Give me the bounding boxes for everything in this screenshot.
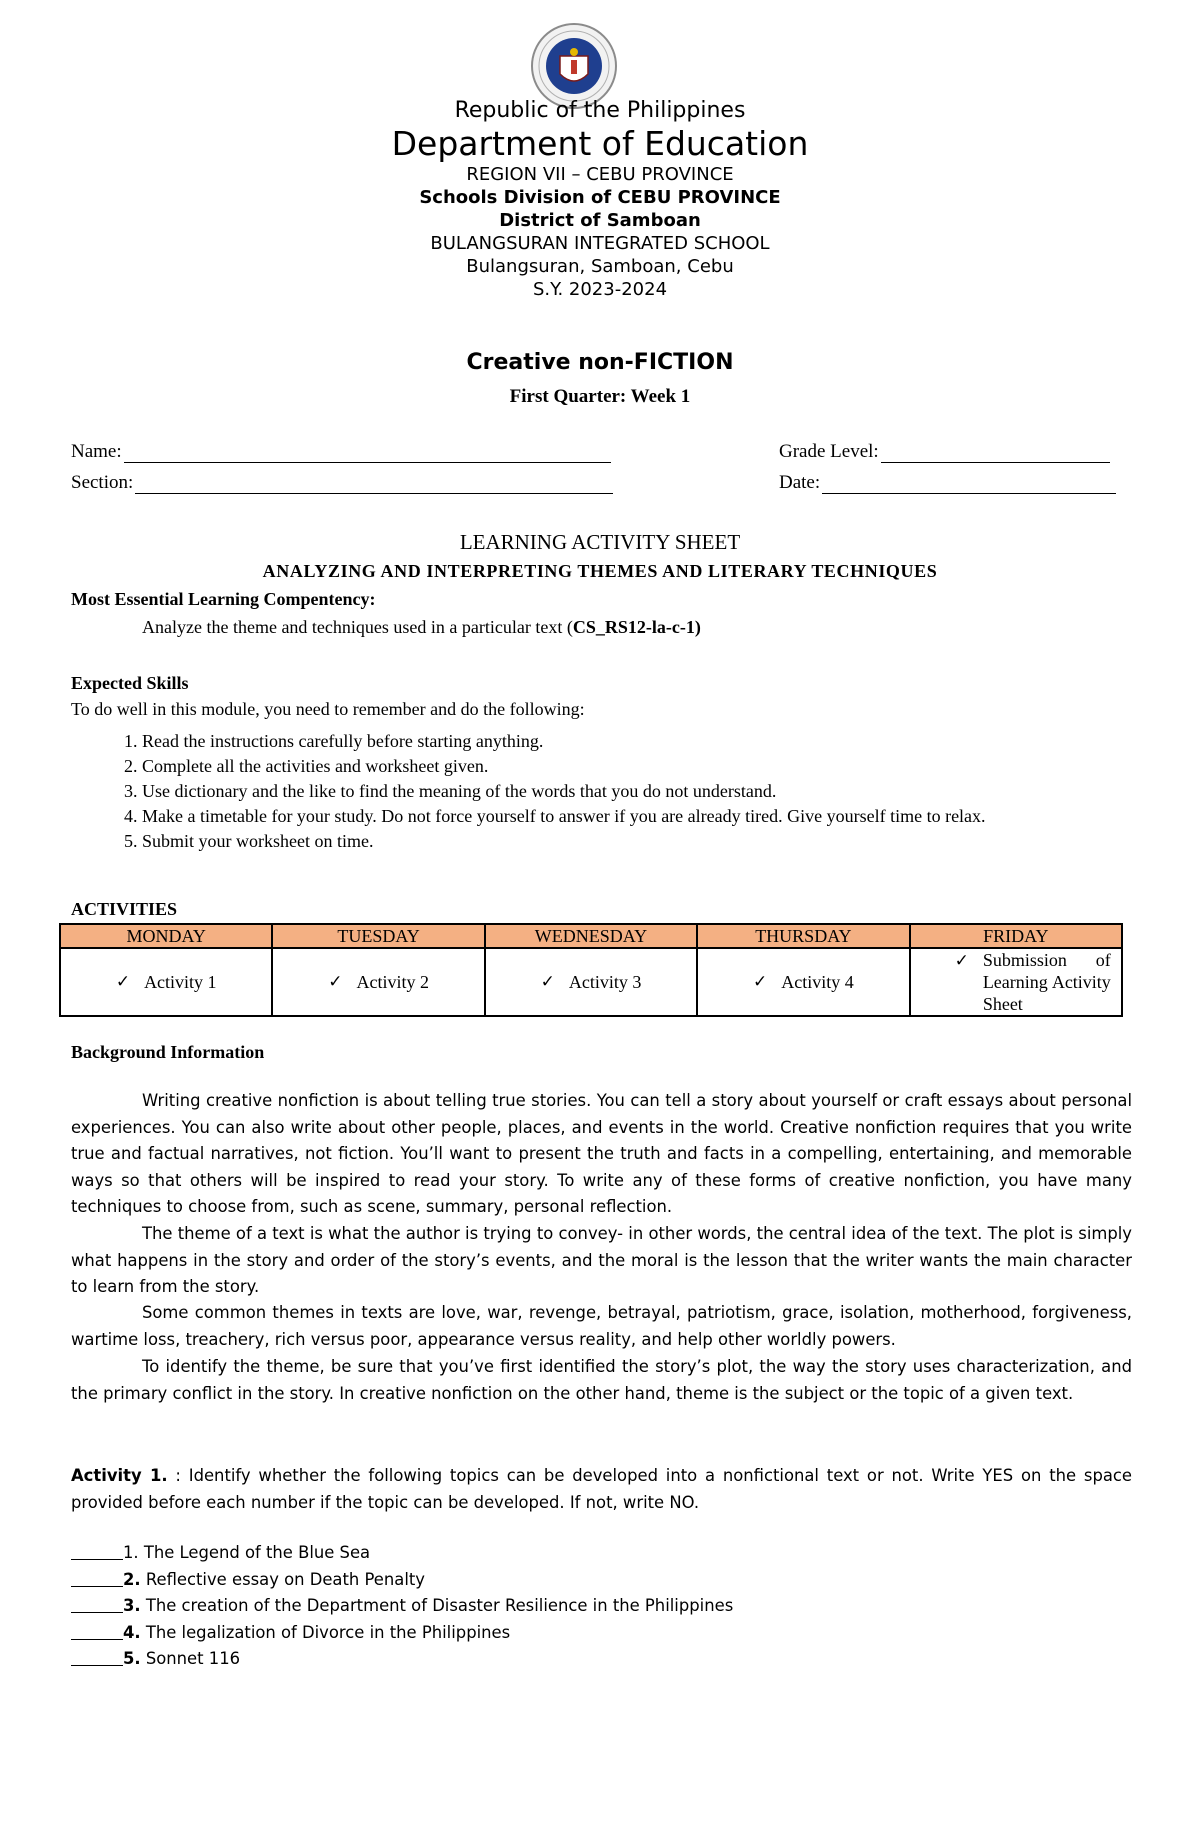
item-text: The Legend of the Blue Sea [138,1543,371,1562]
day-thursday: THURSDAY [697,924,909,948]
section-field[interactable] [71,472,613,494]
day-tuesday: TUESDAY [272,924,484,948]
melc-code: CS_RS12-la-c-1) [572,617,701,637]
check-icon: ✓ [328,972,343,991]
subject-title: Creative non-FICTION [466,350,734,375]
background-heading: Background Information [71,1042,265,1062]
skills-list [71,729,1131,854]
date-field[interactable] [779,472,1116,494]
deped-seal-logo [530,22,618,110]
activity1-instructions [71,1463,1132,1516]
friday-cell [910,948,1122,1016]
activity1-item [71,1593,733,1620]
sheet-title: LEARNING ACTIVITY SHEET [459,530,741,554]
skill-item: 3. Use dictionary and the like to find the meaning of the words that you do not understand. [142,779,1131,804]
name-field[interactable] [71,441,611,463]
tuesday-cell [272,948,484,1016]
task-label: Submission of Learning Activity Sheet [982,950,1111,1014]
activity1-item [71,1646,733,1673]
name-blank[interactable] [124,444,611,463]
skill-item: 4. Make a timetable for your study. Do not force yourself to answer if you are already tired. Give yourself time to relax. [142,804,1131,829]
item-number: 3. [123,1596,141,1615]
background-paragraph: Some common themes in texts are love, war, revenge, betrayal, patriotism, grace, isolation, motherhood, forgiveness, wartime loss, treachery, rich versus poor, appearance versus reality, and help other worldly powers. [71,1303,1132,1349]
day-wednesday: WEDNESDAY [485,924,697,948]
check-icon: ✓ [954,951,969,970]
task-label: Activity 2 [356,971,429,992]
activities-schedule-table [59,923,1123,1017]
task-label: Activity 4 [781,971,854,992]
item-text: The legalization of Divorce in the Philippines [140,1622,511,1642]
check-icon: ✓ [115,972,131,991]
date-label: Date: [779,472,821,493]
task-label: Activity 3 [568,971,642,992]
day-friday: FRIDAY [910,924,1122,948]
skill-item: 2. Complete all the activities and worksheet given. [142,754,1131,779]
quarter-label: First Quarter: Week 1 [509,386,691,407]
skills-heading: Expected Skills [71,673,189,693]
skill-item: 5. Submit your worksheet on time. [142,829,1131,854]
background-paragraph: The theme of a text is what the author is trying to convey- in other words, the central idea of the text. The plot is simply what happens in the story and order of the story’s events, and the moral is the lesson that the writer wants the main character to learn from the story. [71,1224,1132,1296]
monday-cell [60,948,272,1016]
item-text: Reflective essay on Death Penalty [140,1569,425,1589]
check-icon: ✓ [540,972,555,991]
section-label: Section: [71,472,134,493]
name-label: Name: [71,441,122,462]
skills-intro: To do well in this module, you need to remember and do the following: [71,699,585,719]
activity1-item [71,1620,733,1647]
grade-level-label: Grade Level: [779,441,879,462]
answer-blank[interactable] [71,1542,123,1560]
thursday-cell [697,948,909,1016]
grade-level-blank[interactable] [881,444,1110,463]
grade-level-field[interactable] [779,441,1110,463]
check-icon: ✓ [752,972,768,991]
answer-blank[interactable] [71,1622,123,1640]
school-line: BULANGSURAN INTEGRATED SCHOOL [430,233,770,254]
answer-blank[interactable] [71,1648,123,1666]
item-text: Sonnet 116 [140,1649,241,1668]
task-label: Activity 1 [144,971,217,992]
activity1-label: Activity 1. [71,1466,168,1485]
wednesday-cell [485,948,697,1016]
item-number: 4. [123,1622,141,1642]
section-blank[interactable] [135,475,613,494]
school-year-line: S.Y. 2023-2024 [532,279,668,300]
background-paragraph: To identify the theme, be sure that you’ve first identified the story’s plot, the way the story uses characterization, and the primary conflict in the story. In creative nonfiction on the other hand, theme is the subject or the topic of a given text. [71,1357,1132,1403]
activity1-item [71,1567,733,1594]
activities-heading: ACTIVITIES [71,899,178,919]
answer-blank[interactable] [71,1569,123,1587]
item-number: 1. [123,1543,139,1562]
division-line: Schools Division of CEBU PROVINCE [419,187,781,208]
item-number: 2. [123,1569,141,1589]
schedule-task-row [60,948,1122,1016]
activity1-item [71,1540,733,1567]
district-line: District of Samboan [499,210,701,231]
date-blank[interactable] [822,475,1116,494]
department-line: Department of Education [391,124,809,163]
republic-line: Republic of the Philippines [454,98,746,123]
skill-item: 1. Read the instructions carefully before starting anything. [142,729,1131,754]
schedule-header-row [60,924,1122,948]
region-line: REGION VII – CEBU PROVINCE [466,164,734,185]
item-number: 5. [123,1649,141,1668]
day-monday: MONDAY [60,924,272,948]
answer-blank[interactable] [71,1595,123,1613]
melc-text: Analyze the theme and techniques used in a particular text ( [142,617,573,637]
melc-heading: Most Essential Learning Compentency: [71,589,376,609]
activity1-items [71,1540,733,1673]
melc-statement [142,617,701,638]
sheet-subtitle: ANALYZING AND INTERPRETING THEMES AND LITERARY TECHNIQUES [262,561,938,581]
location-line: Bulangsuran, Samboan, Cebu [466,256,734,277]
background-paragraph: Writing creative nonfiction is about telling true stories. You can tell a story about yourself or craft essays about personal experiences. You can also write about other people, places, and events in the world. Creative nonfiction requires that you write true and factual narratives, not fiction. You’ll want to present the truth and facts in a compelling, entertaining, and memorable ways so that others will be inspired to read your story. To write any of these forms of creative nonfiction, you have many techniques to choose from, such as scene, summary, personal reflection. [71,1091,1132,1216]
activity1-text: : Identify whether the following topics can be developed into a nonfictional text or not. Write YES on the space provided before each number if the topic can be developed. If not, write NO. [71,1466,1132,1512]
item-text: The creation of the Department of Disaster Resilience in the Philippines [140,1596,734,1615]
